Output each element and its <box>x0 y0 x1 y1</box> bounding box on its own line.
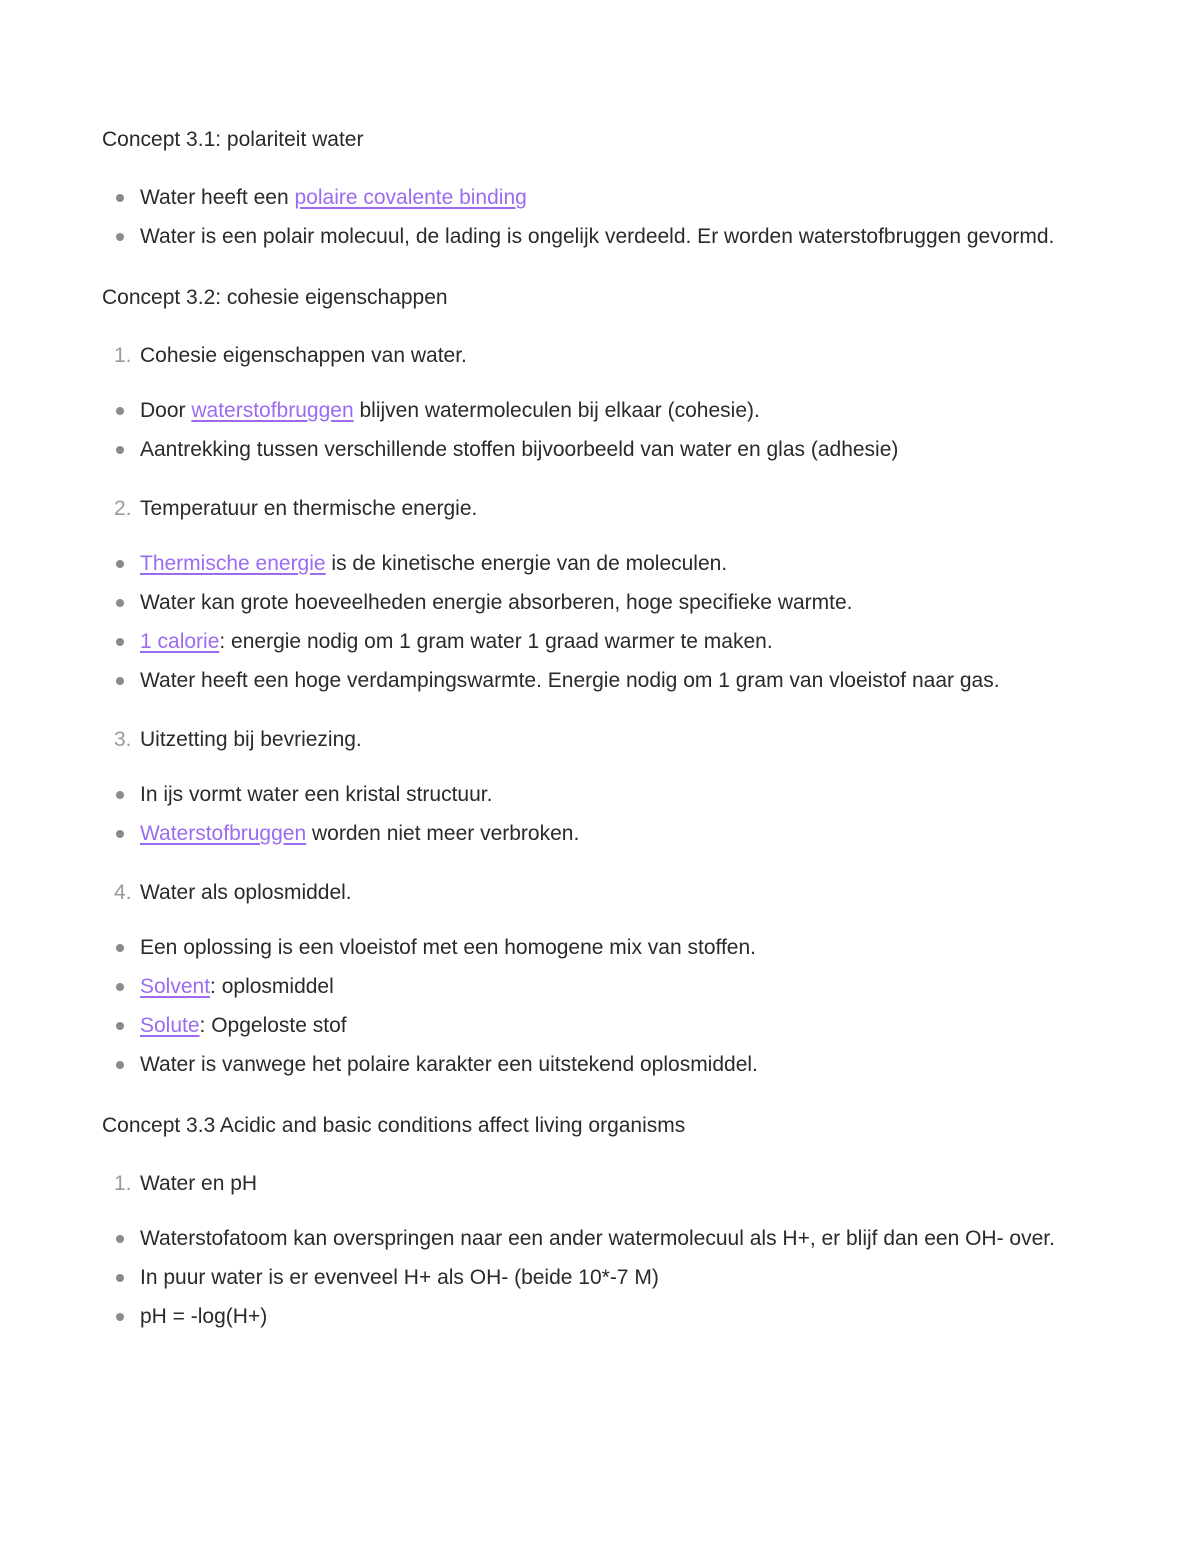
term-link[interactable]: Thermische energie <box>140 552 326 575</box>
item-number: 1. <box>114 1172 132 1195</box>
list-item: Solvent: oplosmiddel <box>140 969 1072 1004</box>
list-item: 1 calorie: energie nodig om 1 gram water 1 graad warmer te maken. <box>140 624 1072 659</box>
list-item: Aantrekking tussen verschillende stoffen bijvoorbeeld van water en glas (adhesie) <box>140 432 1072 467</box>
bullet-list <box>102 930 1072 1082</box>
section-heading: Concept 3.1: polariteit water <box>102 128 364 151</box>
list-item: Water kan grote hoeveelheden energie absorberen, hoge specifieke warmte. <box>140 585 1072 620</box>
list-item: Water is een polair molecuul, de lading is ongelijk verdeeld. Er worden waterstofbruggen gevormd. <box>140 219 1072 254</box>
list-item: Waterstofatoom kan overspringen naar een ander watermolecuul als H+, er blijf dan een OH- over. <box>140 1221 1072 1256</box>
term-link[interactable]: waterstofbruggen <box>191 399 354 422</box>
item-title: Water als oplosmiddel. <box>140 881 352 904</box>
section-heading: Concept 3.2: cohesie eigenschappen <box>102 286 448 309</box>
item-number: 3. <box>114 728 132 751</box>
bullet-list <box>102 546 1072 698</box>
list-item: Een oplossing is een vloeistof met een homogene mix van stoffen. <box>140 930 1072 965</box>
term-link[interactable]: Solvent <box>140 975 211 998</box>
bullet-list <box>102 393 1072 467</box>
item-number: 4. <box>114 881 132 904</box>
term-link[interactable]: Solute <box>140 1014 200 1037</box>
numbered-item <box>102 875 1072 910</box>
item-number: 2. <box>114 497 132 520</box>
term-link[interactable]: Waterstofbruggen <box>140 822 307 845</box>
bullet-list <box>102 180 1072 254</box>
list-item: Thermische energie is de kinetische energie van de moleculen. <box>140 546 1072 581</box>
item-number: 1. <box>114 344 132 367</box>
list-item: In puur water is er evenveel H+ als OH- (beide 10*-7 M) <box>140 1260 1072 1295</box>
list-item: pH = -log(H+) <box>140 1299 1072 1334</box>
list-item: Water is vanwege het polaire karakter een uitstekend oplosmiddel. <box>140 1047 1072 1082</box>
term-link[interactable]: 1 calorie <box>140 630 220 653</box>
item-title: Cohesie eigenschappen van water. <box>140 344 467 367</box>
bullet-list <box>102 1221 1072 1334</box>
numbered-item <box>102 491 1072 526</box>
list-item: Water heeft een hoge verdampingswarmte. Energie nodig om 1 gram van vloeistof naar gas. <box>140 663 1072 698</box>
list-item: Door waterstofbruggen blijven watermoleculen bij elkaar (cohesie). <box>140 393 1072 428</box>
numbered-item <box>102 338 1072 373</box>
numbered-item <box>102 722 1072 757</box>
list-item: Solute: Opgeloste stof <box>140 1008 1072 1043</box>
document-body <box>102 122 1072 1338</box>
numbered-item <box>102 1166 1072 1201</box>
list-item: Water heeft een polaire covalente binding <box>140 180 1072 215</box>
term-link[interactable]: polaire covalente binding <box>294 186 527 209</box>
item-title: Water en pH <box>140 1172 258 1195</box>
item-title: Temperatuur en thermische energie. <box>140 497 478 520</box>
item-title: Uitzetting bij bevriezing. <box>140 728 362 751</box>
section-heading: Concept 3.3 Acidic and basic conditions affect living organisms <box>102 1114 686 1137</box>
list-item: Waterstofbruggen worden niet meer verbroken. <box>140 816 1072 851</box>
bullet-list <box>102 777 1072 851</box>
list-item: In ijs vormt water een kristal structuur. <box>140 777 1072 812</box>
